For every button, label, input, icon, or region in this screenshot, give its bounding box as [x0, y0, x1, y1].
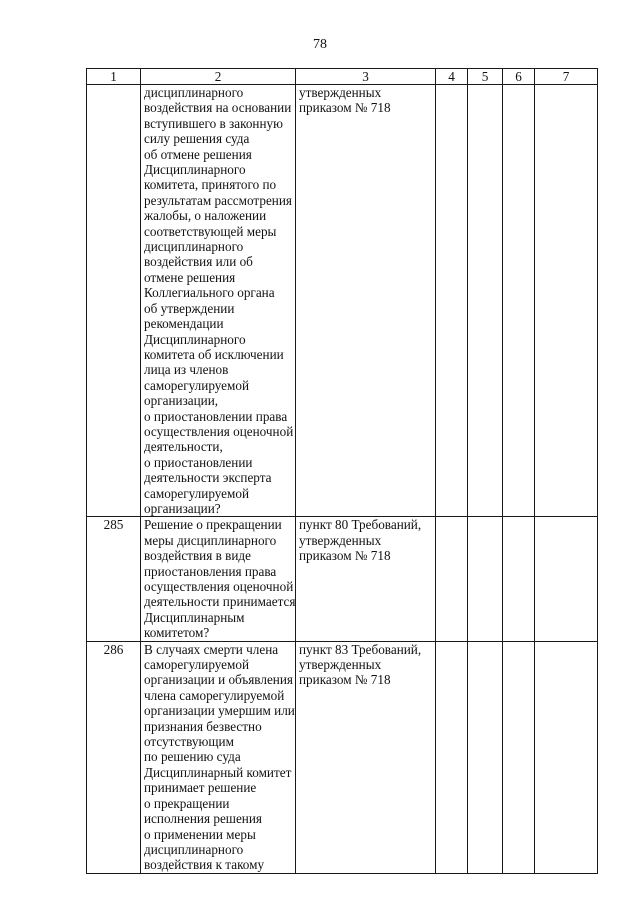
- question-line: В случаях смерти члена: [144, 641, 279, 657]
- basis-line: пункт 83 Требований,: [299, 641, 422, 657]
- basis-line: приказом № 718: [299, 100, 391, 116]
- question-line: отмене решения: [144, 269, 236, 285]
- question-line: члена саморегулируемой: [144, 687, 285, 703]
- header-col-2: 2: [141, 69, 296, 85]
- header-row: [87, 69, 598, 85]
- answer-cell-col-5: [468, 641, 503, 873]
- question-line: воздействия в виде: [144, 548, 251, 564]
- answer-cell-col-6: [503, 641, 535, 873]
- question-line: рекомендации: [144, 316, 224, 332]
- question-line: о приостановлении: [144, 454, 253, 470]
- question-line: признания безвестно: [144, 718, 262, 734]
- row-number-cell: [87, 85, 141, 517]
- question-line: воздействия на основании: [144, 100, 292, 116]
- requirements-table: [86, 68, 598, 874]
- basis-line: утвержденных: [299, 532, 382, 548]
- basis-line: пункт 80 Требований,: [299, 517, 422, 533]
- question-line: осуществления оценочной: [144, 423, 294, 439]
- answer-cell-col-4: [436, 517, 468, 641]
- legal-basis-cell: [296, 517, 436, 641]
- question-line: приостановления права: [144, 563, 277, 579]
- header-col-5: 5: [468, 69, 503, 85]
- question-line: Решение о прекращении: [144, 517, 282, 533]
- answer-cell-col-6: [503, 85, 535, 517]
- header-col-7: 7: [535, 69, 598, 85]
- question-line: об отмене решения: [144, 146, 252, 162]
- question-line: саморегулируемой: [144, 657, 250, 673]
- basis-line: утвержденных: [299, 85, 382, 100]
- row-number-cell: 285: [87, 517, 141, 641]
- question-line: Коллегиального органа: [144, 285, 275, 301]
- page-number: 78: [313, 37, 327, 52]
- header-col-4: 4: [436, 69, 468, 85]
- question-line: осуществления оценочной: [144, 579, 294, 594]
- question-line: дисциплинарного: [144, 85, 244, 100]
- basis-line: утвержденных: [299, 657, 382, 673]
- basis-line: приказом № 718: [299, 548, 391, 564]
- question-line: комитета, принятого по: [144, 177, 277, 193]
- question-line: принимает решение: [144, 780, 257, 796]
- question-line: результатам рассмотрения: [144, 192, 292, 208]
- question-line: Дисциплинарным: [144, 609, 245, 625]
- question-line: Дисциплинарного: [144, 162, 246, 178]
- question-line: саморегулируемой: [144, 485, 250, 501]
- table-body: [87, 85, 598, 874]
- legal-basis-cell: [296, 641, 436, 873]
- question-line: воздействия или об: [144, 254, 253, 270]
- question-cell: [141, 517, 296, 641]
- basis-line: приказом № 718: [299, 672, 391, 688]
- question-cell: [141, 641, 296, 873]
- header-col-6: 6: [503, 69, 535, 85]
- question-line: деятельности,: [144, 439, 223, 455]
- question-line: об утверждении: [144, 300, 235, 316]
- question-cell: [141, 85, 296, 517]
- question-line: дисциплинарного: [144, 239, 244, 255]
- question-line: Дисциплинарный комитет: [144, 764, 292, 780]
- answer-cell-col-7: [535, 641, 598, 873]
- question-line: жалобы, о наложении: [144, 208, 267, 224]
- question-line: деятельности эксперта: [144, 470, 272, 486]
- question-line: о прекращении: [144, 795, 230, 811]
- question-line: деятельности принимается: [144, 594, 296, 610]
- table-row: [87, 517, 598, 641]
- answer-cell-col-6: [503, 517, 535, 641]
- legal-basis-cell: [296, 85, 436, 517]
- answer-cell-col-5: [468, 517, 503, 641]
- question-line: о применении меры: [144, 826, 256, 842]
- header-col-1: 1: [87, 69, 141, 85]
- question-line: организации?: [144, 500, 221, 516]
- question-line: меры дисциплинарного: [144, 532, 277, 548]
- answer-cell-col-7: [535, 517, 598, 641]
- question-line: организации,: [144, 393, 219, 409]
- question-line: дисциплинарного: [144, 841, 244, 857]
- question-line: комитетом?: [144, 625, 210, 641]
- answer-cell-col-4: [436, 641, 468, 873]
- question-line: лица из членов: [144, 362, 229, 378]
- header-col-3: 3: [296, 69, 436, 85]
- question-line: силу решения суда: [144, 131, 250, 147]
- question-line: исполнения решения: [144, 811, 262, 827]
- question-line: Дисциплинарного: [144, 331, 246, 347]
- question-line: воздействия к такому: [144, 857, 265, 873]
- question-line: организации умершим или: [144, 703, 295, 719]
- question-line: соответствующей меры: [144, 223, 277, 239]
- table-row: [87, 85, 598, 517]
- answer-cell-col-5: [468, 85, 503, 517]
- table-header: [87, 69, 598, 85]
- table-row: [87, 641, 598, 873]
- question-line: о приостановлении права: [144, 408, 288, 424]
- question-line: саморегулируемой: [144, 377, 250, 393]
- question-line: отсутствующим: [144, 734, 234, 750]
- row-number-cell: 286: [87, 641, 141, 873]
- question-line: комитета об исключении: [144, 346, 284, 362]
- question-line: по решению суда: [144, 749, 241, 765]
- question-line: вступившего в законную: [144, 115, 283, 131]
- answer-cell-col-4: [436, 85, 468, 517]
- question-line: организации и объявления: [144, 672, 293, 688]
- answer-cell-col-7: [535, 85, 598, 517]
